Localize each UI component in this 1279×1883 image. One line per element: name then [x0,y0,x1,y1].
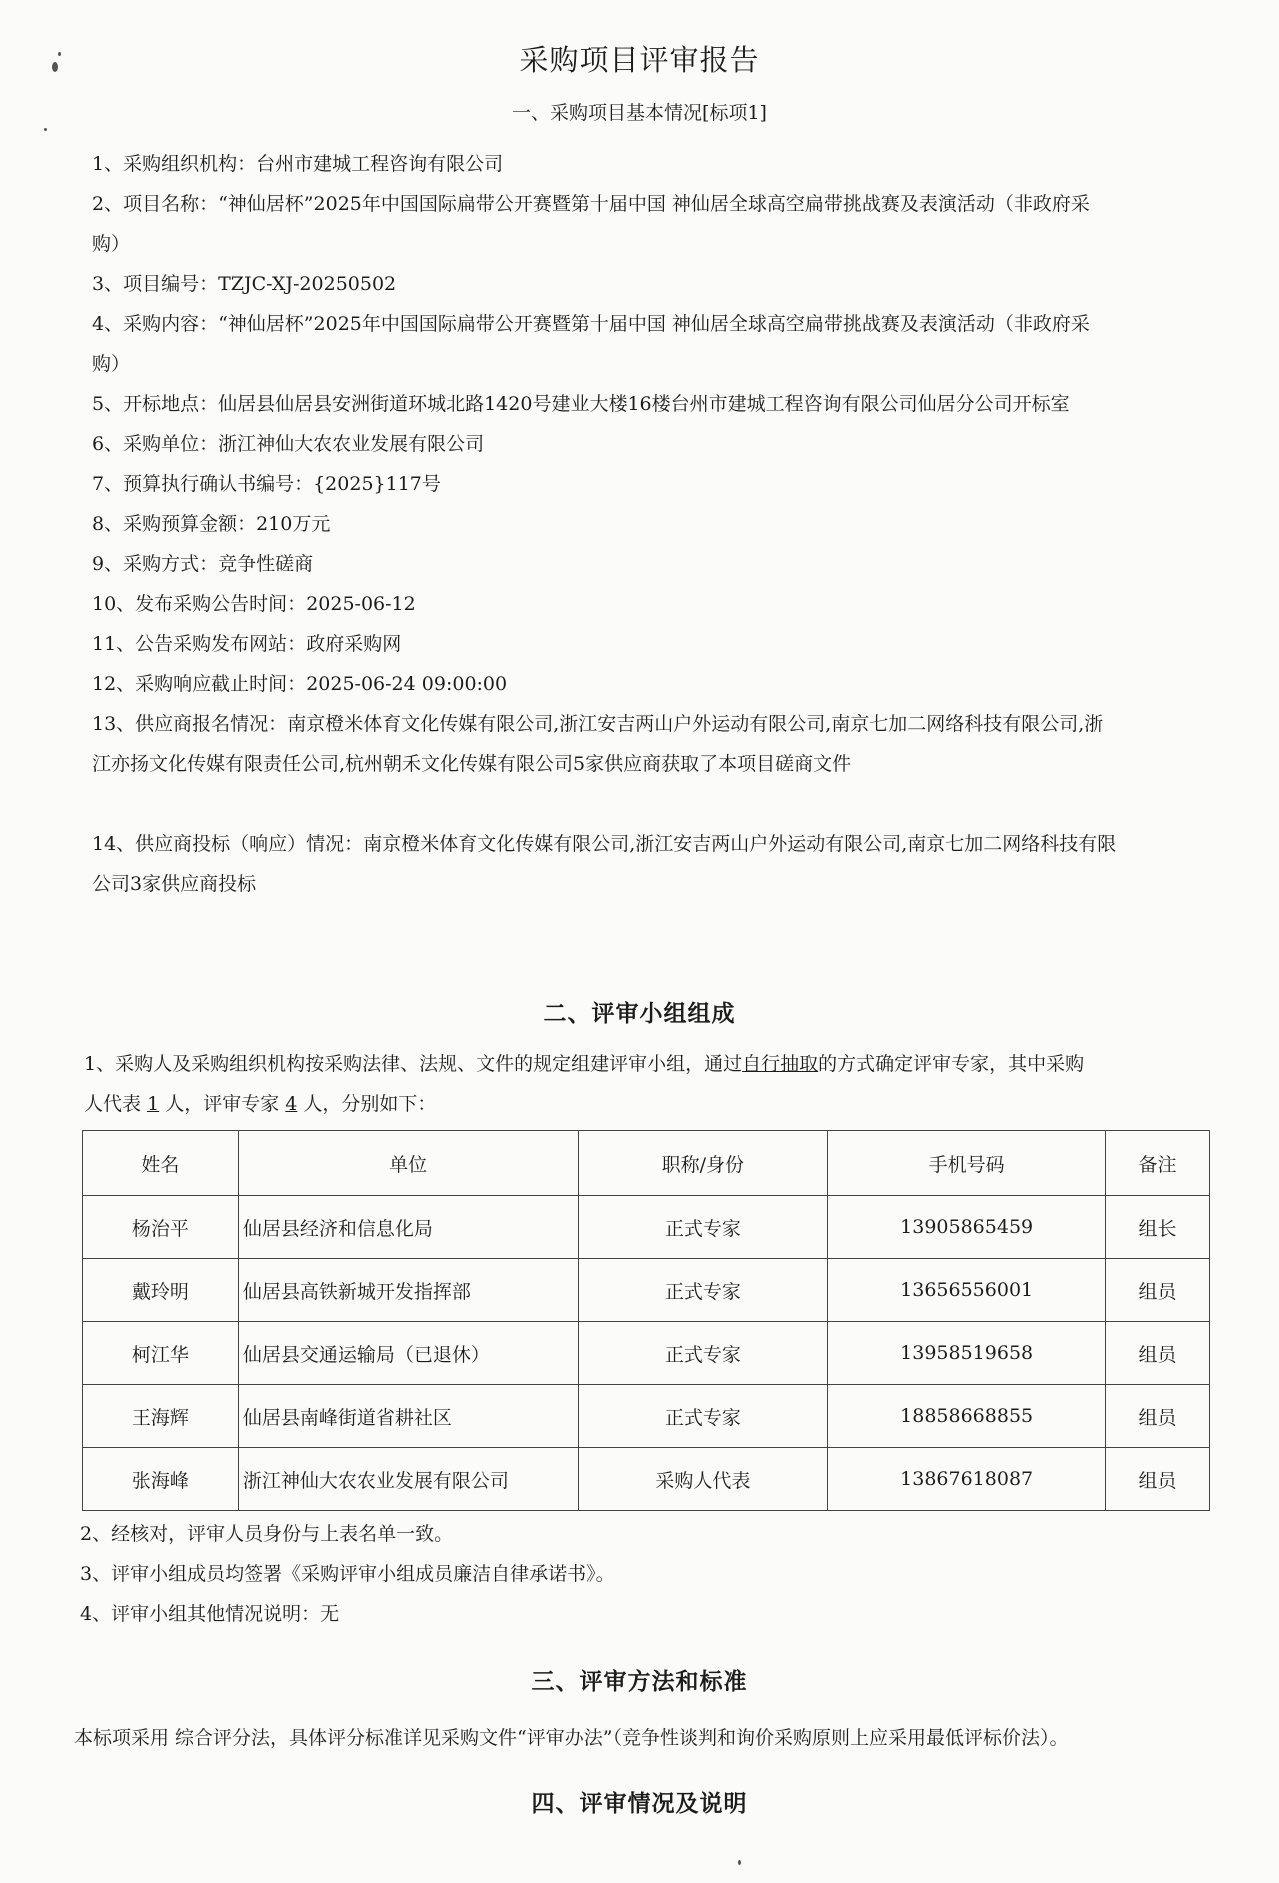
cell-remark: 组员 [1106,1322,1210,1385]
item-label: 3、项目编号： [92,273,219,295]
cell-phone: 13958519658 [828,1322,1106,1385]
item-label: 5、开标地点： [92,393,219,415]
cell-title: 正式专家 [578,1259,828,1322]
item-8 [92,511,330,537]
item-label: 4、采购内容： [92,313,219,335]
section-3-title: 三、评审方法和标准 [531,1668,748,1695]
item-2-continued: 购） [92,233,131,255]
item-value: 政府采购网 [306,633,402,655]
section-2-note-2: 2、经核对，评审人员身份与上表名单一致。 [80,1523,454,1545]
table-row [83,1322,1210,1385]
cell-name: 柯江华 [83,1322,239,1385]
table-row [83,1448,1210,1511]
item-label: 13、供应商报名情况： [92,713,288,735]
item-label: 12、采购响应截止时间： [92,673,307,695]
item-11 [92,631,401,657]
section-3-text: 本标项采用 综合评分法，具体评分标准详见采购文件“评审办法”（竞争性谈判和询价采购原则上应采用最低评标价法）。 [74,1727,1069,1749]
section-2-note-4: 4、评审小组其他情况说明：无 [80,1603,340,1625]
item-value: 南京橙米体育文化传媒有限公司,浙江安吉两山户外运动有限公司,南京七加二网络科技有限 [363,833,1117,855]
item-12 [92,671,507,697]
section-1-title: 一、采购项目基本情况[标项1] [512,102,767,124]
item-13 [92,711,1103,737]
item-label: 1、采购组织机构： [92,153,257,175]
cell-remark: 组员 [1106,1259,1210,1322]
cell-remark: 组长 [1106,1196,1210,1259]
item-label: 9、采购方式： [92,553,219,575]
section-2-note-3: 3、评审小组成员均签署《采购评审小组成员廉洁自律承诺书》。 [80,1563,615,1585]
cell-name: 杨治平 [83,1196,239,1259]
rep-count: 1 [147,1093,160,1115]
cell-phone: 18858668855 [828,1385,1106,1448]
col-header-unit: 单位 [238,1131,578,1196]
col-header-title: 职称/身份 [578,1131,828,1196]
col-header-phone: 手机号码 [828,1131,1106,1196]
item-label: 7、预算执行确认书编号： [92,473,314,495]
item-10 [92,591,416,617]
table-row [83,1196,1210,1259]
table-header-row [83,1131,1210,1196]
review-panel-table [82,1130,1210,1511]
col-header-remark: 备注 [1106,1131,1210,1196]
item-14 [92,831,1116,857]
scan-speck [738,1860,741,1865]
cell-name: 戴玲明 [83,1259,239,1322]
item-value: 浙江神仙大农农业发展有限公司 [218,433,485,455]
cell-title: 正式专家 [578,1196,828,1259]
cell-unit: 仙居县经济和信息化局 [238,1196,578,1259]
col-header-name: 姓名 [83,1131,239,1196]
item-5 [92,391,1070,417]
cell-title: 正式专家 [578,1322,828,1385]
item-value: 210万元 [256,513,331,535]
item-9 [92,551,313,577]
cell-unit: 仙居县南峰街道省耕社区 [238,1385,578,1448]
cell-title: 正式专家 [578,1385,828,1448]
table-row [83,1385,1210,1448]
cell-unit: 仙居县交通运输局（已退休） [238,1322,578,1385]
item-value: 仙居县仙居县安洲街道环城北路1420号建业大楼16楼台州市建城工程咨询有限公司仙居分公司开标室 [218,393,1070,415]
section-2-intro-continued: 人代表 1 人，评审专家 4 人，分别如下： [84,1093,437,1115]
item-value: “神仙居杯”2025年中国国际扁带公开赛暨第十届中国 神仙居全球高空扁带挑战赛及表演活动（非政府采 [218,313,1090,335]
item-value: 竞争性磋商 [218,553,314,575]
item-label: 11、公告采购发布网站： [92,633,307,655]
document-title: 采购项目评审报告 [519,43,760,77]
item-1 [92,151,503,177]
table-row [83,1259,1210,1322]
item-3 [92,271,396,297]
item-2 [92,191,1090,217]
cell-title: 采购人代表 [578,1448,828,1511]
item-value: “神仙居杯”2025年中国国际扁带公开赛暨第十届中国 神仙居全球高空扁带挑战赛及表演活动（非政府采 [218,193,1090,215]
item-value: 南京橙米体育文化传媒有限公司,浙江安吉两山户外运动有限公司,南京七加二网络科技有限公司,浙 [287,713,1104,735]
cell-phone: 13905865459 [828,1196,1106,1259]
cell-unit: 仙居县高铁新城开发指挥部 [238,1259,578,1322]
item-value: TZJC-XJ-20250502 [218,273,397,295]
cell-remark: 组员 [1106,1385,1210,1448]
item-label: 8、采购预算金额： [92,513,257,535]
item-14-continued: 公司3家供应商投标 [92,873,257,895]
item-value: 2025-06-24 09:00:00 [306,673,508,695]
item-value: 台州市建城工程咨询有限公司 [256,153,504,175]
selection-method: 自行抽取 [742,1053,819,1075]
scan-speck [44,128,47,131]
cell-remark: 组员 [1106,1448,1210,1511]
section-4-title: 四、评审情况及说明 [531,1790,748,1817]
item-value: 2025-06-12 [306,593,416,615]
item-6 [92,431,484,457]
expert-count: 4 [285,1093,298,1115]
item-4 [92,311,1090,337]
item-value: {2025}117号 [313,473,441,495]
cell-phone: 13656556001 [828,1259,1106,1322]
item-label: 2、项目名称： [92,193,219,215]
section-2-intro: 1、采购人及采购组织机构按采购法律、法规、文件的规定组建评审小组，通过自行抽取的方式确定评审专家，其中采购 [84,1053,1085,1075]
cell-phone: 13867618087 [828,1448,1106,1511]
section-2-title: 二、评审小组组成 [543,1000,736,1027]
item-label: 14、供应商投标（响应）情况： [92,833,364,855]
item-7 [92,471,441,497]
cell-name: 张海峰 [83,1448,239,1511]
item-13-continued: 江亦扬文化传媒有限责任公司,杭州朝禾文化传媒有限公司5家供应商获取了本项目磋商文件 [92,753,852,775]
cell-unit: 浙江神仙大农农业发展有限公司 [238,1448,578,1511]
cell-name: 王海辉 [83,1385,239,1448]
item-label: 6、采购单位： [92,433,219,455]
item-label: 10、发布采购公告时间： [92,593,307,615]
item-4-continued: 购） [92,353,131,375]
